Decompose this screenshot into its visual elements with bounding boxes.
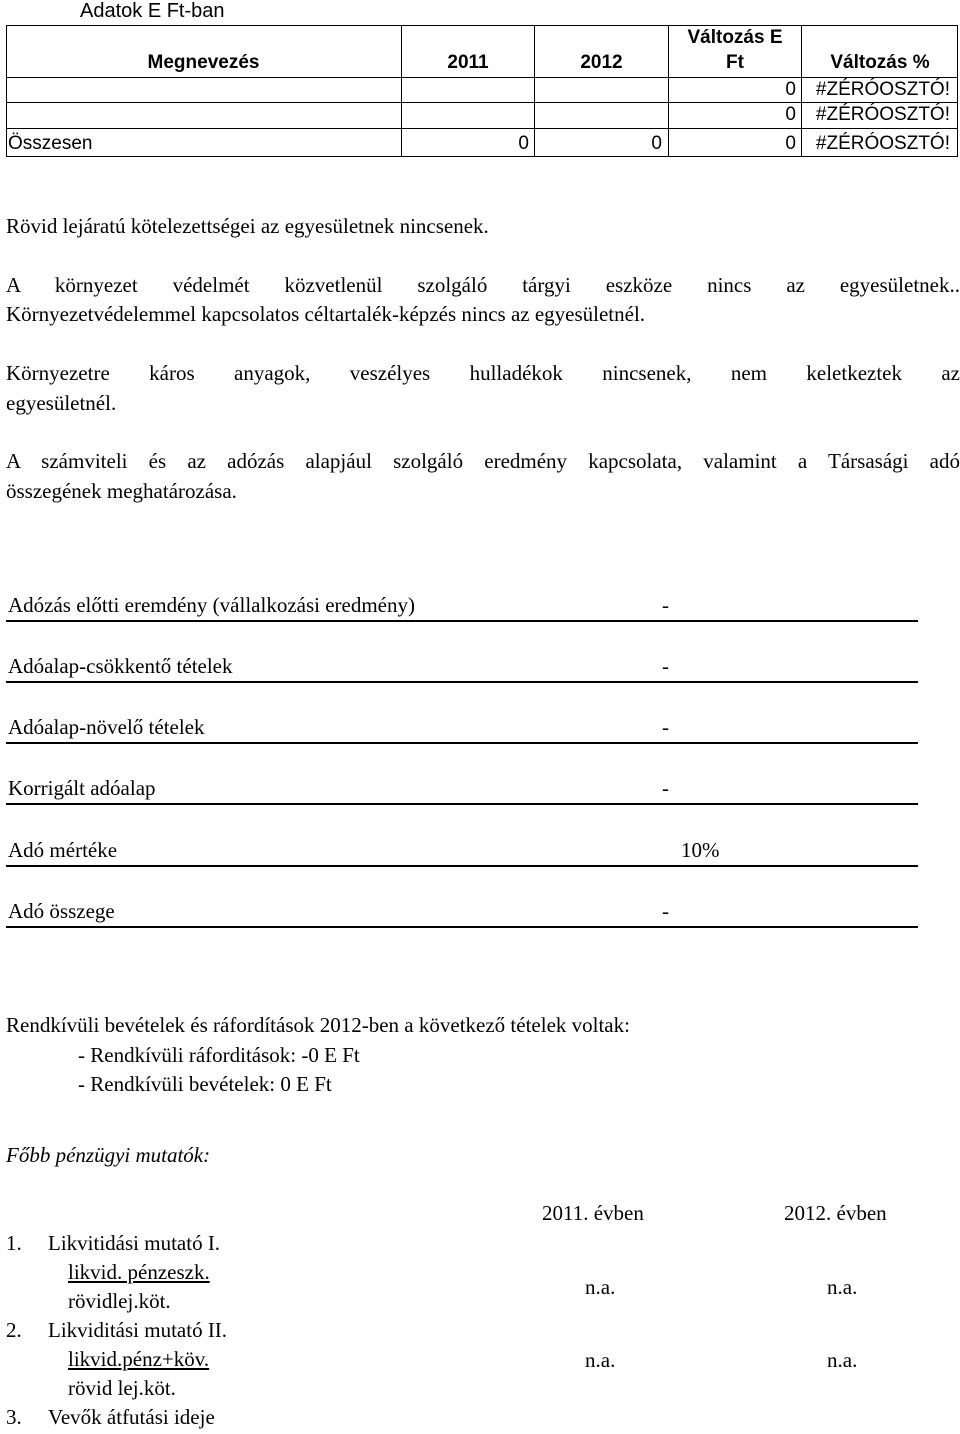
- table-cell: 0: [518, 133, 529, 154]
- table-header-rule: [6, 77, 958, 78]
- table-cell: 0: [785, 79, 796, 100]
- tax-item-label: Adó mértéke: [8, 838, 118, 862]
- table-cell: 0: [785, 104, 796, 125]
- table-row-rule: [6, 102, 958, 103]
- table-cell-total-label: Összesen: [8, 133, 93, 154]
- underline-rule: [6, 742, 918, 744]
- paragraph-line: Környezetre káros anyagok, veszélyes hulladékok nincsenek, nem keletkeztek az: [6, 361, 960, 385]
- tax-item-label: Adóalap-növelő tételek: [8, 715, 205, 739]
- indicator-number: 1.: [6, 1231, 22, 1255]
- paragraph-line: A környezet védelmét közvetlenül szolgáló tárgyi eszköze nincs az egyesületnek..: [6, 273, 960, 297]
- tax-item-value: -: [662, 776, 669, 800]
- extraordinary-item: - Rendkívüli ráforditások: -0 E Ft: [78, 1043, 360, 1067]
- indicator-numerator: likvid.pénz+köv.: [68, 1347, 210, 1371]
- underline-rule: [6, 865, 918, 867]
- tax-item-label: Adózás előtti eremdény (vállalkozási eredmény): [8, 593, 415, 617]
- table-cell: #ZÉRÓOSZTÓ!: [815, 133, 950, 154]
- tax-item-label: Adóalap-csökkentő tételek: [8, 654, 233, 678]
- header-name: Megnevezés: [147, 52, 260, 73]
- extraordinary-intro: Rendkívüli bevételek és ráfordítások 2012-ben a következő tételek voltak:: [6, 1013, 630, 1037]
- column-header-2011: 2011. évben: [542, 1201, 644, 1225]
- indicator-number: 2.: [6, 1318, 22, 1342]
- tax-item-label: Korrigált adóalap: [8, 776, 156, 800]
- underline-rule: [6, 803, 918, 805]
- underline-rule: [6, 620, 918, 622]
- underline-rule: [6, 926, 918, 928]
- tax-item-value: -: [662, 593, 669, 617]
- paragraph-line: egyesületnél.: [6, 391, 117, 415]
- tax-item-value: -: [662, 899, 669, 923]
- header-2012: 2012: [580, 52, 623, 73]
- tax-item-label: Adó összege: [8, 899, 115, 923]
- indicators-heading: Főbb pénzügyi mutatók:: [6, 1143, 211, 1167]
- table-cell: #ZÉRÓOSZTÓ!: [815, 79, 950, 100]
- tax-item-value: -: [662, 654, 669, 678]
- paragraph: Rövid lejáratú kötelezettségei az egyesületnek nincsenek.: [6, 214, 489, 238]
- paragraph-line: összegének meghatározása.: [6, 479, 237, 503]
- indicator-name: Likvitidási mutató I.: [48, 1231, 221, 1255]
- column-header-2012: 2012. évben: [784, 1201, 887, 1225]
- paragraph-line: Környezetvédelemmel kapcsolatos céltartalék-képzés nincs az egyesületnél.: [6, 302, 646, 326]
- indicator-denominator: rövidlej.köt.: [68, 1289, 171, 1313]
- tax-item-value: -: [662, 715, 669, 739]
- table-cell: 0: [651, 133, 662, 154]
- indicator-name: Likviditási mutató II.: [48, 1318, 228, 1342]
- extraordinary-item: - Rendkívüli bevételek: 0 E Ft: [78, 1072, 332, 1096]
- header-change-abs-line1: Változás E: [687, 27, 783, 48]
- table-cell: #ZÉRÓOSZTÓ!: [815, 104, 950, 125]
- indicator-numerator: likvid. pénzeszk.: [68, 1260, 210, 1284]
- header-2011: 2011: [447, 52, 489, 73]
- paragraph-line: A számviteli és az adózás alapjául szolgáló eredmény kapcsolata, valamint a Társasági adó: [6, 449, 960, 473]
- indicator-name: Vevők átfutási ideje: [48, 1405, 215, 1429]
- table-caption: Adatok E Ft-ban: [80, 0, 225, 22]
- tax-item-value: 10%: [681, 838, 720, 862]
- underline-rule: [6, 681, 918, 683]
- indicator-value-2012: n.a.: [827, 1348, 858, 1372]
- header-change-pct: Változás %: [830, 52, 930, 73]
- indicator-value-2012: n.a.: [827, 1275, 858, 1299]
- table-row-rule: [6, 128, 958, 129]
- table-cell: 0: [785, 133, 796, 154]
- header-change-abs-line2: Ft: [726, 52, 744, 73]
- indicator-value-2011: n.a.: [585, 1348, 616, 1372]
- indicator-denominator: rövid lej.köt.: [68, 1376, 176, 1400]
- indicator-value-2011: n.a.: [585, 1275, 616, 1299]
- indicator-number: 3.: [6, 1405, 22, 1429]
